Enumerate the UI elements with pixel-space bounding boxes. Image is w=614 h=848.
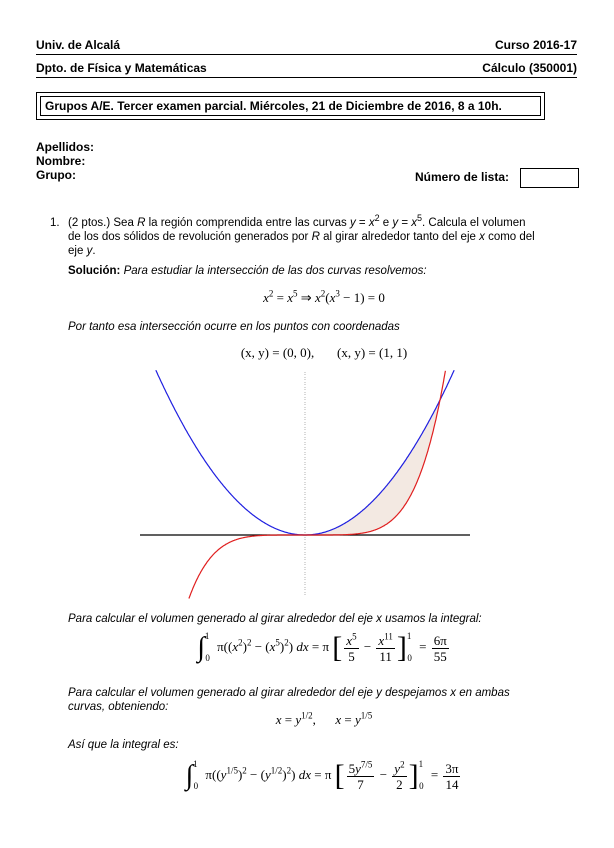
shaded-region xyxy=(305,400,440,535)
department-name: Dpto. de Física y Matemáticas xyxy=(36,61,207,75)
statement-part: como del xyxy=(488,231,535,243)
list-number-field[interactable] xyxy=(520,168,579,188)
header-rule-2 xyxy=(36,77,577,78)
statement-part: al girar alrededor tanto del eje xyxy=(323,231,476,243)
solution-intro xyxy=(68,264,427,278)
point-2: (x, y) = (1, 1) xyxy=(337,345,408,360)
statement-part: Sea xyxy=(113,217,134,229)
result-y-numerator: 3π xyxy=(445,760,459,776)
university-name: Univ. de Alcalá xyxy=(36,38,121,52)
header-rule xyxy=(36,54,577,55)
course-year: Curso 2016-17 xyxy=(494,38,577,52)
intersection-text: Por tanto esa intersección ocurre en los puntos con coordenadas xyxy=(68,321,400,333)
vol-y-text-line2: curvas, obteniendo: xyxy=(68,701,169,713)
point-1: (x, y) = (0, 0), xyxy=(240,345,315,360)
integral-text: Así que la integral es: xyxy=(68,739,179,751)
vol-y-text xyxy=(68,686,580,714)
solved-for-x: $x = y^{1/2}$, $x = y^{1/5}$ xyxy=(275,710,373,727)
name-label: Nombre: xyxy=(36,154,86,168)
exam-title-box xyxy=(36,92,545,120)
curves-plot xyxy=(135,370,480,600)
region-symbol: R xyxy=(137,217,146,229)
statement-part: la región comprendida entre las curvas xyxy=(148,217,347,229)
group-label: Grupo: xyxy=(36,168,76,182)
surname-label: Apellidos: xyxy=(36,140,95,154)
statement-part: de los dos sólidos de revolución generados por xyxy=(68,231,309,243)
y-symbol: y xyxy=(86,245,93,257)
solution-intro-text: Para estudiar la intersección de las dos curvas resolvemos: xyxy=(123,265,427,277)
list-number-label: Número de lista: xyxy=(415,170,510,184)
vol-x-text: Para calcular el volumen generado al girar alrededor del eje x usamos la integral: xyxy=(68,613,482,625)
vol-y-text-line1: Para calcular el volumen generado al girar alrededor del eje y despejamos x en ambas xyxy=(68,687,510,699)
statement-part: . xyxy=(92,245,96,257)
problem-statement: (2 ptos.) Sea R la región comprendida entre las curvas $y = x^2$ e $y = x^5$. Calcula el volumen de los dos sólidos de revolución generados por R al girar alrededor tanto del eje x como del eje y. xyxy=(68,213,535,257)
solution-label: Solución: xyxy=(68,265,121,277)
subject-code: Cálculo (350001) xyxy=(482,61,577,75)
result-x-numerator: 6π xyxy=(433,632,447,648)
result-y-denominator: 14 xyxy=(445,776,459,792)
statement-part: . Calcula el volumen xyxy=(422,217,526,229)
x-symbol: x xyxy=(479,231,485,243)
result-x-denominator: 55 xyxy=(433,648,447,664)
vol-y-equation: ∫$^1_0$ $\pi((y^{1/5})^2 - (y^{1/2})^2)$ dx = π [ $\frac{5y^{7/5}}{7}$ − $\frac{y^2}{2}$ ]$^1_0$ = $\frac{3\pi}{14}$ xyxy=(185,758,459,792)
statement-part: eje xyxy=(68,245,84,257)
exam-title: Grupos A/E. Tercer examen parcial. Miércoles, 21 de Diciembre de 2016, 8 a 10h. xyxy=(40,96,541,116)
problem-points: (2 ptos.) xyxy=(68,217,111,229)
region-symbol: R xyxy=(311,231,320,243)
intersection-points xyxy=(68,345,580,361)
vol-x-equation: ∫$^1_0$ $\pi((x^2)^2 - (x^5)^2)$ dx = π [ $\frac{x^5}{5}$ − $\frac{x^{11}}{11}$ ]$^1_0$ = $\frac{6\pi}{55}$ xyxy=(197,630,447,664)
equation-intersection: $x^2 = x^5$ ⇒ $x^2(x^3 - 1) = 0$ xyxy=(263,288,385,305)
problem-number: 1. xyxy=(50,217,60,229)
